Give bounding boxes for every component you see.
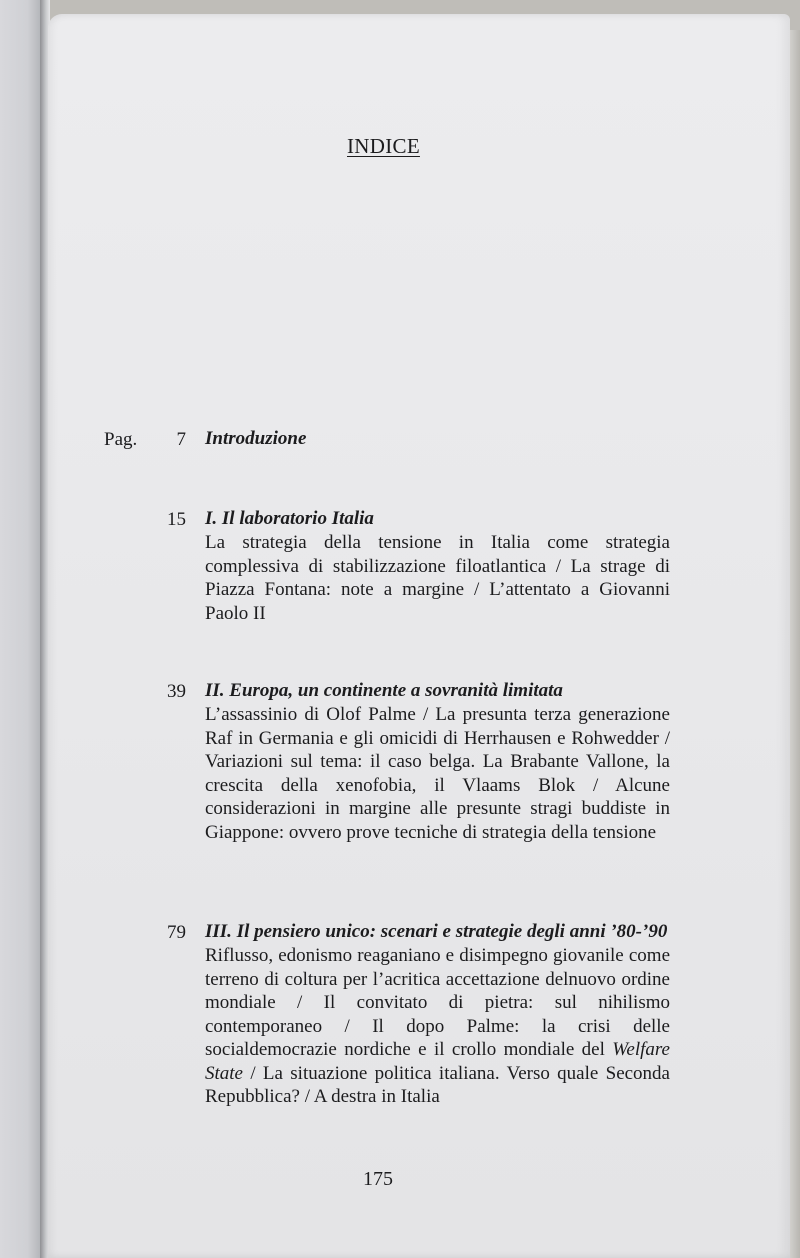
page-number-folio: 175: [363, 1168, 393, 1190]
toc-page-number: 79: [167, 922, 186, 943]
toc-entry-body: [205, 508, 670, 625]
toc-description-part: Riflusso, edonismo reaganiano e disimpegno giovanile come terreno di coltura per l’acritica accettazione delnuovo ordine mondiale / Il convitato di pietra: sul nihilismo contemporaneo / Il dopo Palme: la crisi delle socialdemocrazie nordiche e il crollo mondiale del: [205, 945, 670, 1060]
toc-entry-body: [205, 680, 670, 844]
index-title: INDICE: [347, 134, 420, 158]
toc-heading: I. Il laboratorio Italia: [205, 508, 374, 529]
toc-heading: III. Il pensiero unico: scenari e strategie degli anni ’80-’90: [205, 921, 668, 942]
toc-entry-body: [205, 428, 670, 450]
toc-description-part: / La situazione politica italiana. Verso quale Seconda Repubblica? / A destra in Italia: [205, 1062, 670, 1107]
toc-entry-body: [205, 921, 670, 1109]
toc-heading: II. Europa, un continente a sovranità limitata: [205, 680, 563, 701]
toc-description-italic: Welfare State: [205, 1039, 670, 1084]
toc-page-number: 15: [167, 509, 186, 530]
toc-heading: Introduzione: [205, 428, 307, 449]
toc-description: La strategia della tensione in Italia come strategia complessiva di stabilizzazione filoatlantica / La strage di Piazza Fontana: note a margine / L’attentato a Giovanni Paolo II: [205, 532, 670, 624]
toc-description: [205, 944, 670, 1109]
toc-page-number: 39: [167, 681, 186, 702]
toc-description: L’assassinio di Olof Palme / La presunta terza generazione Raf in Germania e gli omicidi di Herrhausen e Rohwedder / Variazioni sul tema: il caso belga. La Brabante Vallone, la crescita della xenofobia, il Vlaams Blok / Alcune considerazioni in margine alle presunte stragi buddiste in Giappone: ovvero prove tecniche di strategia della tensione: [205, 704, 670, 843]
pag-label: Pag.: [104, 429, 138, 450]
toc-page-number: 7: [176, 429, 186, 450]
